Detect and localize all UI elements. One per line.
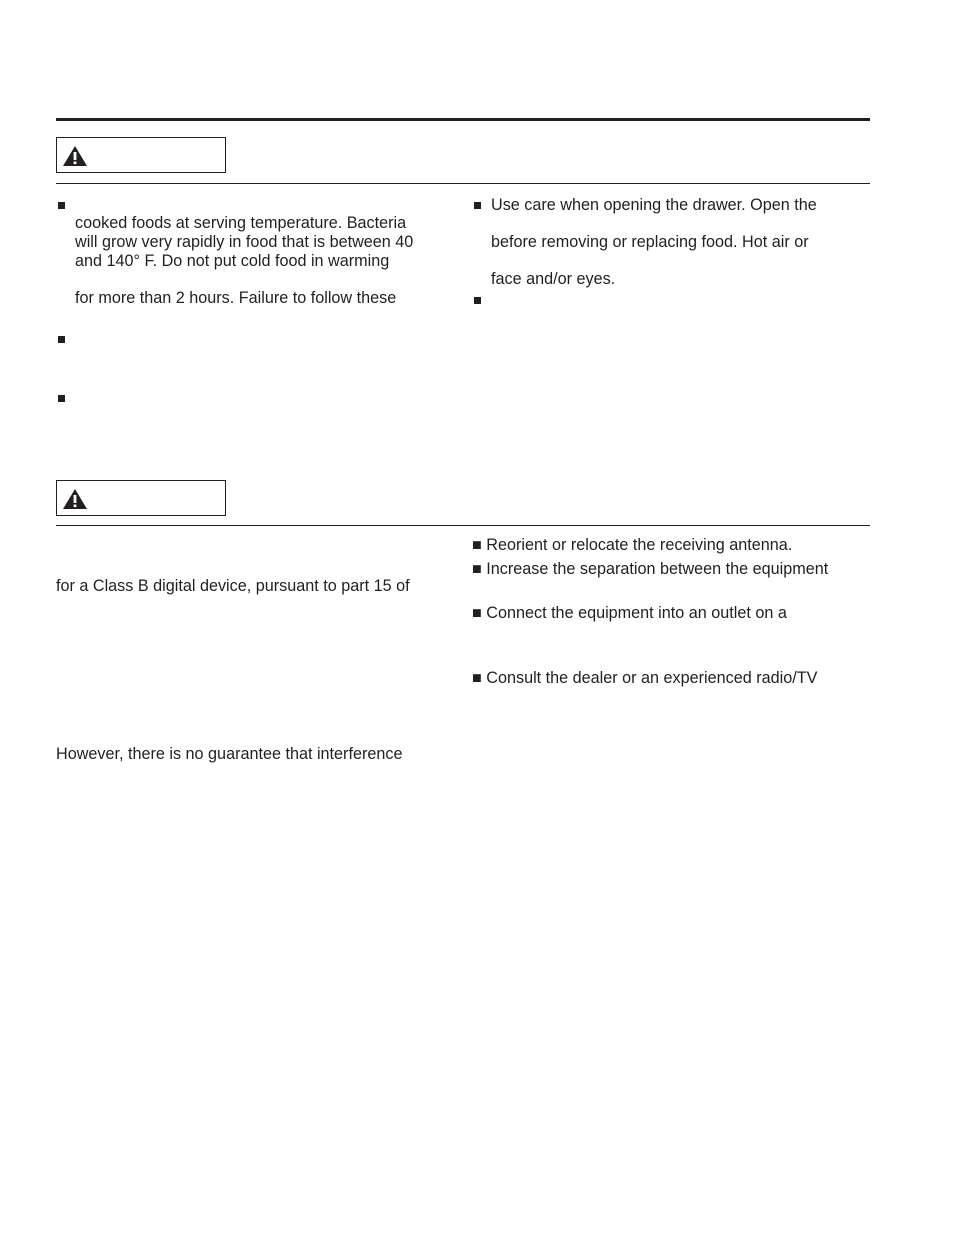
list-item: ■ Consult the dealer or an experienced radio/TV [472, 669, 818, 687]
bullet-marker [58, 202, 65, 209]
paragraph-line: and 140° F. Do not put cold food in warming [75, 252, 390, 270]
warning-triangle-icon [62, 488, 88, 510]
section-divider [56, 525, 870, 526]
paragraph-line: However, there is no guarantee that interference [56, 745, 403, 763]
warning-label-box [56, 480, 226, 516]
paragraph-line: for more than 2 hours. Failure to follow these [75, 289, 397, 307]
paragraph-line: before removing or replacing food. Hot air or [491, 233, 809, 251]
bullet-marker [58, 336, 65, 343]
section-divider [56, 183, 870, 184]
bullet-marker [58, 395, 65, 402]
paragraph-line: will grow very rapidly in food that is between 40 [75, 233, 414, 251]
warning-label-box [56, 137, 226, 173]
paragraph-line: face and/or eyes. [491, 270, 616, 288]
list-item: ■ Connect the equipment into an outlet on a [472, 604, 787, 622]
list-item: ■ Reorient or relocate the receiving antenna. [472, 536, 793, 554]
paragraph-line: cooked foods at serving temperature. Bacteria [75, 214, 407, 232]
bullet-marker [474, 202, 481, 209]
warning-triangle-icon [62, 145, 88, 167]
paragraph-line: Use care when opening the drawer. Open the [491, 196, 817, 214]
list-item: ■ Increase the separation between the equipment [472, 560, 829, 578]
top-rule [56, 118, 870, 121]
bullet-marker [474, 297, 481, 304]
paragraph-line: for a Class B digital device, pursuant to part 15 of [56, 577, 410, 595]
